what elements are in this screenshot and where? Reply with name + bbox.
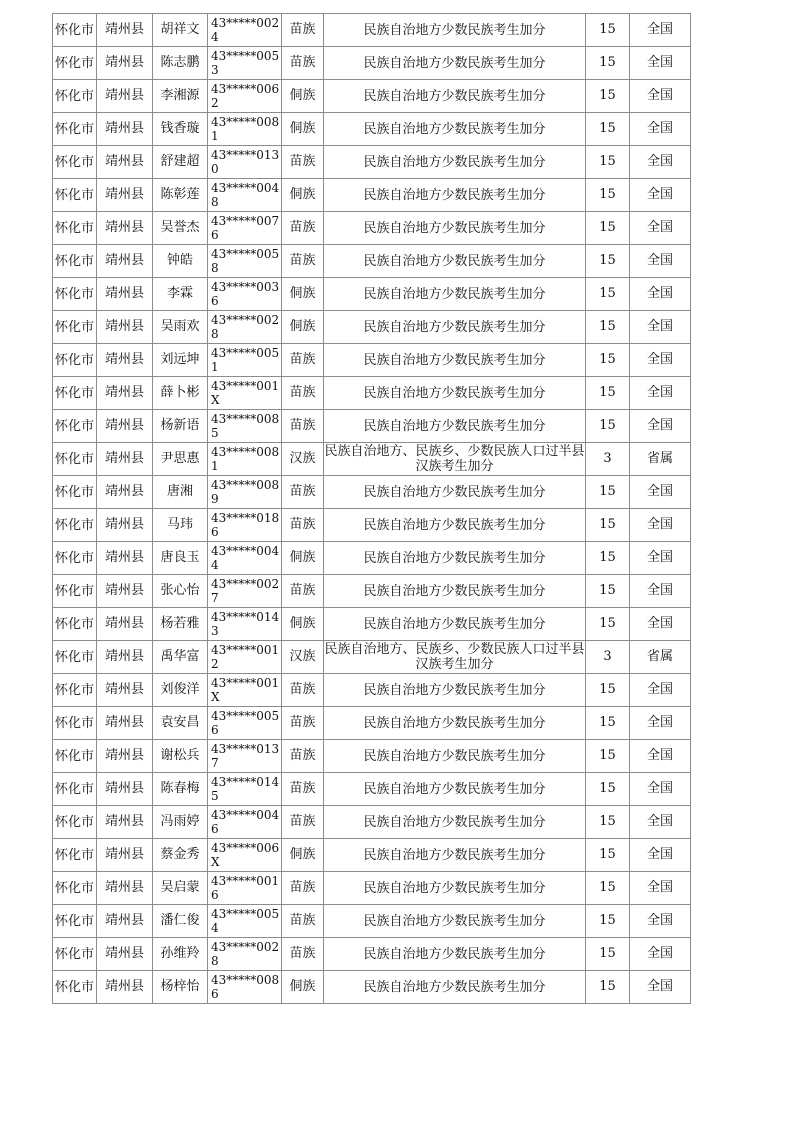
county-cell: 靖州县: [97, 179, 153, 212]
city-cell: 怀化市: [53, 443, 97, 476]
bonus-score-cell: 15: [586, 278, 630, 311]
bonus-score-cell: 15: [586, 410, 630, 443]
ethnicity-cell: 侗族: [282, 542, 324, 575]
bonus-item-cell: 民族自治地方少数民族考生加分: [324, 377, 586, 410]
ethnicity-cell: 侗族: [282, 80, 324, 113]
ethnicity-cell: 苗族: [282, 245, 324, 278]
city-cell: 怀化市: [53, 80, 97, 113]
city-cell: 怀化市: [53, 245, 97, 278]
bonus-score-cell: 15: [586, 707, 630, 740]
bonus-item-cell: 民族自治地方少数民族考生加分: [324, 410, 586, 443]
county-cell: 靖州县: [97, 806, 153, 839]
bonus-item-cell: 民族自治地方少数民族考生加分: [324, 14, 586, 47]
ethnicity-cell: 侗族: [282, 608, 324, 641]
table-row: [53, 806, 691, 839]
id-number-cell: 43*****0046: [208, 806, 282, 839]
scope-cell: 全国: [630, 245, 691, 278]
name-cell: 吴启蒙: [153, 872, 208, 905]
city-cell: 怀化市: [53, 14, 97, 47]
bonus-score-cell: 15: [586, 905, 630, 938]
city-cell: 怀化市: [53, 938, 97, 971]
bonus-score-cell: 15: [586, 245, 630, 278]
table-row: [53, 905, 691, 938]
name-cell: 马玮: [153, 509, 208, 542]
scope-cell: 全国: [630, 542, 691, 575]
county-cell: 靖州县: [97, 344, 153, 377]
bonus-item-cell: 民族自治地方少数民族考生加分: [324, 47, 586, 80]
city-cell: 怀化市: [53, 542, 97, 575]
bonus-score-cell: 15: [586, 542, 630, 575]
bonus-item-cell: 民族自治地方少数民族考生加分: [324, 146, 586, 179]
bonus-score-cell: 3: [586, 443, 630, 476]
ethnicity-cell: 苗族: [282, 377, 324, 410]
ethnicity-cell: 苗族: [282, 509, 324, 542]
scope-cell: 全国: [630, 212, 691, 245]
table-row: [53, 773, 691, 806]
bonus-item-cell: 民族自治地方少数民族考生加分: [324, 80, 586, 113]
county-cell: 靖州县: [97, 971, 153, 1004]
id-number-cell: 43*****0058: [208, 245, 282, 278]
table-row: [53, 740, 691, 773]
scope-cell: 全国: [630, 278, 691, 311]
city-cell: 怀化市: [53, 47, 97, 80]
id-number-cell: 43*****0081: [208, 443, 282, 476]
ethnicity-cell: 侗族: [282, 971, 324, 1004]
name-cell: 刘远坤: [153, 344, 208, 377]
id-number-cell: 43*****006X: [208, 839, 282, 872]
name-cell: 尹思惠: [153, 443, 208, 476]
id-number-cell: 43*****0145: [208, 773, 282, 806]
table-row: [53, 377, 691, 410]
id-number-cell: 43*****0137: [208, 740, 282, 773]
name-cell: 孙维羚: [153, 938, 208, 971]
name-cell: 冯雨婷: [153, 806, 208, 839]
bonus-item-cell: 民族自治地方少数民族考生加分: [324, 674, 586, 707]
id-number-cell: 43*****0012: [208, 641, 282, 674]
table-row: [53, 113, 691, 146]
county-cell: 靖州县: [97, 839, 153, 872]
ethnicity-cell: 苗族: [282, 146, 324, 179]
county-cell: 靖州县: [97, 476, 153, 509]
ethnicity-cell: 苗族: [282, 674, 324, 707]
id-number-cell: 43*****0186: [208, 509, 282, 542]
ethnicity-cell: 苗族: [282, 773, 324, 806]
ethnicity-cell: 苗族: [282, 905, 324, 938]
bonus-item-cell: 民族自治地方少数民族考生加分: [324, 938, 586, 971]
city-cell: 怀化市: [53, 674, 97, 707]
bonus-score-cell: 15: [586, 509, 630, 542]
city-cell: 怀化市: [53, 608, 97, 641]
county-cell: 靖州县: [97, 80, 153, 113]
table-row: [53, 707, 691, 740]
city-cell: 怀化市: [53, 839, 97, 872]
name-cell: 潘仁俊: [153, 905, 208, 938]
name-cell: 陈志鹏: [153, 47, 208, 80]
bonus-item-cell: 民族自治地方少数民族考生加分: [324, 839, 586, 872]
bonus-score-cell: 15: [586, 476, 630, 509]
bonus-score-cell: 15: [586, 80, 630, 113]
ethnicity-cell: 汉族: [282, 641, 324, 674]
table-row: [53, 641, 691, 674]
county-cell: 靖州县: [97, 707, 153, 740]
scope-cell: 全国: [630, 707, 691, 740]
id-number-cell: 43*****001X: [208, 674, 282, 707]
bonus-item-cell: 民族自治地方少数民族考生加分: [324, 806, 586, 839]
id-number-cell: 43*****0016: [208, 872, 282, 905]
scope-cell: 全国: [630, 47, 691, 80]
name-cell: 吴雨欢: [153, 311, 208, 344]
table-row: [53, 509, 691, 542]
name-cell: 钟皓: [153, 245, 208, 278]
id-number-cell: 43*****0143: [208, 608, 282, 641]
ethnicity-cell: 苗族: [282, 872, 324, 905]
name-cell: 陈彰莲: [153, 179, 208, 212]
table-row: [53, 278, 691, 311]
bonus-score-cell: 3: [586, 641, 630, 674]
table-row: [53, 608, 691, 641]
ethnicity-cell: 苗族: [282, 14, 324, 47]
scope-cell: 全国: [630, 146, 691, 179]
bonus-points-table: [52, 13, 691, 1004]
city-cell: 怀化市: [53, 872, 97, 905]
id-number-cell: 43*****0081: [208, 113, 282, 146]
county-cell: 靖州县: [97, 113, 153, 146]
ethnicity-cell: 苗族: [282, 707, 324, 740]
scope-cell: 全国: [630, 905, 691, 938]
bonus-item-cell: 民族自治地方少数民族考生加分: [324, 179, 586, 212]
table-row: [53, 212, 691, 245]
name-cell: 杨若雅: [153, 608, 208, 641]
bonus-item-cell: 民族自治地方、民族乡、少数民族人口过半县汉族考生加分: [324, 444, 585, 474]
scope-cell: 全国: [630, 971, 691, 1004]
ethnicity-cell: 侗族: [282, 278, 324, 311]
name-cell: 唐湘: [153, 476, 208, 509]
id-number-cell: 43*****0044: [208, 542, 282, 575]
name-cell: 唐良玉: [153, 542, 208, 575]
bonus-item-cell: 民族自治地方少数民族考生加分: [324, 311, 586, 344]
table-row: [53, 245, 691, 278]
bonus-score-cell: 15: [586, 344, 630, 377]
city-cell: 怀化市: [53, 641, 97, 674]
bonus-score-cell: 15: [586, 377, 630, 410]
ethnicity-cell: 汉族: [282, 443, 324, 476]
table-row: [53, 80, 691, 113]
bonus-score-cell: 15: [586, 806, 630, 839]
bonus-item-cell: 民族自治地方少数民族考生加分: [324, 476, 586, 509]
id-number-cell: 43*****0053: [208, 47, 282, 80]
county-cell: 靖州县: [97, 212, 153, 245]
county-cell: 靖州县: [97, 311, 153, 344]
city-cell: 怀化市: [53, 707, 97, 740]
table-row: [53, 47, 691, 80]
id-number-cell: 43*****0051: [208, 344, 282, 377]
ethnicity-cell: 苗族: [282, 344, 324, 377]
bonus-item-cell: 民族自治地方少数民族考生加分: [324, 113, 586, 146]
name-cell: 吴誉杰: [153, 212, 208, 245]
name-cell: 李湘源: [153, 80, 208, 113]
scope-cell: 全国: [630, 872, 691, 905]
id-number-cell: 43*****0027: [208, 575, 282, 608]
ethnicity-cell: 苗族: [282, 575, 324, 608]
county-cell: 靖州县: [97, 278, 153, 311]
city-cell: 怀化市: [53, 410, 97, 443]
ethnicity-cell: 苗族: [282, 740, 324, 773]
table-row: [53, 14, 691, 47]
scope-cell: 全国: [630, 740, 691, 773]
scope-cell: 全国: [630, 80, 691, 113]
scope-cell: 全国: [630, 575, 691, 608]
table-row: [53, 311, 691, 344]
bonus-score-cell: 15: [586, 740, 630, 773]
scope-cell: 全国: [630, 839, 691, 872]
table-row: [53, 410, 691, 443]
id-number-cell: 43*****0085: [208, 410, 282, 443]
table-row: [53, 344, 691, 377]
county-cell: 靖州县: [97, 872, 153, 905]
name-cell: 杨新语: [153, 410, 208, 443]
id-number-cell: 43*****0028: [208, 311, 282, 344]
city-cell: 怀化市: [53, 179, 97, 212]
county-cell: 靖州县: [97, 608, 153, 641]
ethnicity-cell: 苗族: [282, 806, 324, 839]
county-cell: 靖州县: [97, 740, 153, 773]
county-cell: 靖州县: [97, 905, 153, 938]
bonus-item-cell: 民族自治地方少数民族考生加分: [324, 740, 586, 773]
name-cell: 钱香璇: [153, 113, 208, 146]
id-number-cell: 43*****0062: [208, 80, 282, 113]
bonus-score-cell: 15: [586, 971, 630, 1004]
bonus-score-cell: 15: [586, 311, 630, 344]
table-row: [53, 872, 691, 905]
table-row: [53, 179, 691, 212]
table-body: [53, 14, 691, 1004]
bonus-item-cell: 民族自治地方少数民族考生加分: [324, 773, 586, 806]
bonus-item-cell: 民族自治地方少数民族考生加分: [324, 872, 586, 905]
bonus-score-cell: 15: [586, 146, 630, 179]
city-cell: 怀化市: [53, 344, 97, 377]
city-cell: 怀化市: [53, 113, 97, 146]
name-cell: 谢松兵: [153, 740, 208, 773]
county-cell: 靖州县: [97, 377, 153, 410]
city-cell: 怀化市: [53, 806, 97, 839]
city-cell: 怀化市: [53, 773, 97, 806]
name-cell: 胡祥文: [153, 14, 208, 47]
name-cell: 薛卜彬: [153, 377, 208, 410]
bonus-item-cell: 民族自治地方少数民族考生加分: [324, 971, 586, 1004]
name-cell: 禹华富: [153, 641, 208, 674]
table-row: [53, 542, 691, 575]
bonus-score-cell: 15: [586, 938, 630, 971]
id-number-cell: 43*****0130: [208, 146, 282, 179]
scope-cell: 全国: [630, 773, 691, 806]
bonus-item-cell: 民族自治地方少数民族考生加分: [324, 245, 586, 278]
scope-cell: 全国: [630, 806, 691, 839]
county-cell: 靖州县: [97, 773, 153, 806]
bonus-item-cell: 民族自治地方少数民族考生加分: [324, 509, 586, 542]
scope-cell: 全国: [630, 938, 691, 971]
id-number-cell: 43*****0024: [208, 14, 282, 47]
bonus-item-cell: 民族自治地方少数民族考生加分: [324, 344, 586, 377]
bonus-score-cell: 15: [586, 674, 630, 707]
name-cell: 刘俊洋: [153, 674, 208, 707]
city-cell: 怀化市: [53, 740, 97, 773]
scope-cell: 省属: [630, 443, 691, 476]
bonus-score-cell: 15: [586, 773, 630, 806]
table-row: [53, 938, 691, 971]
name-cell: 李霖: [153, 278, 208, 311]
city-cell: 怀化市: [53, 278, 97, 311]
bonus-item-cell: 民族自治地方少数民族考生加分: [324, 278, 586, 311]
table-row: [53, 146, 691, 179]
scope-cell: 全国: [630, 179, 691, 212]
county-cell: 靖州县: [97, 938, 153, 971]
table-row: [53, 476, 691, 509]
ethnicity-cell: 侗族: [282, 113, 324, 146]
scope-cell: 全国: [630, 344, 691, 377]
bonus-item-cell: 民族自治地方少数民族考生加分: [324, 575, 586, 608]
bonus-score-cell: 15: [586, 179, 630, 212]
id-number-cell: 43*****0086: [208, 971, 282, 1004]
scope-cell: 全国: [630, 113, 691, 146]
id-number-cell: 43*****0089: [208, 476, 282, 509]
city-cell: 怀化市: [53, 311, 97, 344]
city-cell: 怀化市: [53, 971, 97, 1004]
county-cell: 靖州县: [97, 575, 153, 608]
scope-cell: 省属: [630, 641, 691, 674]
county-cell: 靖州县: [97, 146, 153, 179]
city-cell: 怀化市: [53, 146, 97, 179]
table-row: [53, 443, 691, 476]
bonus-score-cell: 15: [586, 212, 630, 245]
county-cell: 靖州县: [97, 14, 153, 47]
city-cell: 怀化市: [53, 476, 97, 509]
bonus-score-cell: 15: [586, 47, 630, 80]
county-cell: 靖州县: [97, 47, 153, 80]
county-cell: 靖州县: [97, 509, 153, 542]
bonus-item-cell: 民族自治地方少数民族考生加分: [324, 707, 586, 740]
scope-cell: 全国: [630, 476, 691, 509]
ethnicity-cell: 侗族: [282, 839, 324, 872]
ethnicity-cell: 苗族: [282, 212, 324, 245]
table-row: [53, 575, 691, 608]
scope-cell: 全国: [630, 410, 691, 443]
scope-cell: 全国: [630, 608, 691, 641]
bonus-score-cell: 15: [586, 113, 630, 146]
table-row: [53, 971, 691, 1004]
bonus-score-cell: 15: [586, 839, 630, 872]
county-cell: 靖州县: [97, 443, 153, 476]
city-cell: 怀化市: [53, 575, 97, 608]
id-number-cell: 43*****0028: [208, 938, 282, 971]
county-cell: 靖州县: [97, 542, 153, 575]
id-number-cell: 43*****001X: [208, 377, 282, 410]
id-number-cell: 43*****0048: [208, 179, 282, 212]
name-cell: 蔡金秀: [153, 839, 208, 872]
county-cell: 靖州县: [97, 245, 153, 278]
name-cell: 袁安昌: [153, 707, 208, 740]
city-cell: 怀化市: [53, 905, 97, 938]
bonus-score-cell: 15: [586, 608, 630, 641]
id-number-cell: 43*****0054: [208, 905, 282, 938]
scope-cell: 全国: [630, 311, 691, 344]
name-cell: 张心怡: [153, 575, 208, 608]
bonus-item-cell: 民族自治地方少数民族考生加分: [324, 905, 586, 938]
scope-cell: 全国: [630, 674, 691, 707]
ethnicity-cell: 苗族: [282, 938, 324, 971]
scope-cell: 全国: [630, 14, 691, 47]
name-cell: 杨梓怡: [153, 971, 208, 1004]
ethnicity-cell: 侗族: [282, 311, 324, 344]
ethnicity-cell: 苗族: [282, 476, 324, 509]
city-cell: 怀化市: [53, 212, 97, 245]
county-cell: 靖州县: [97, 674, 153, 707]
table-row: [53, 674, 691, 707]
scope-cell: 全国: [630, 509, 691, 542]
name-cell: 舒建超: [153, 146, 208, 179]
city-cell: 怀化市: [53, 377, 97, 410]
bonus-item-cell: 民族自治地方、民族乡、少数民族人口过半县汉族考生加分: [324, 642, 585, 672]
county-cell: 靖州县: [97, 641, 153, 674]
id-number-cell: 43*****0056: [208, 707, 282, 740]
id-number-cell: 43*****0036: [208, 278, 282, 311]
bonus-item-cell: 民族自治地方少数民族考生加分: [324, 608, 586, 641]
ethnicity-cell: 苗族: [282, 47, 324, 80]
bonus-item-cell: 民族自治地方少数民族考生加分: [324, 542, 586, 575]
name-cell: 陈春梅: [153, 773, 208, 806]
bonus-score-cell: 15: [586, 872, 630, 905]
county-cell: 靖州县: [97, 410, 153, 443]
bonus-score-cell: 15: [586, 14, 630, 47]
scope-cell: 全国: [630, 377, 691, 410]
bonus-item-cell: 民族自治地方少数民族考生加分: [324, 212, 586, 245]
id-number-cell: 43*****0076: [208, 212, 282, 245]
ethnicity-cell: 苗族: [282, 410, 324, 443]
city-cell: 怀化市: [53, 509, 97, 542]
table-row: [53, 839, 691, 872]
ethnicity-cell: 侗族: [282, 179, 324, 212]
bonus-score-cell: 15: [586, 575, 630, 608]
